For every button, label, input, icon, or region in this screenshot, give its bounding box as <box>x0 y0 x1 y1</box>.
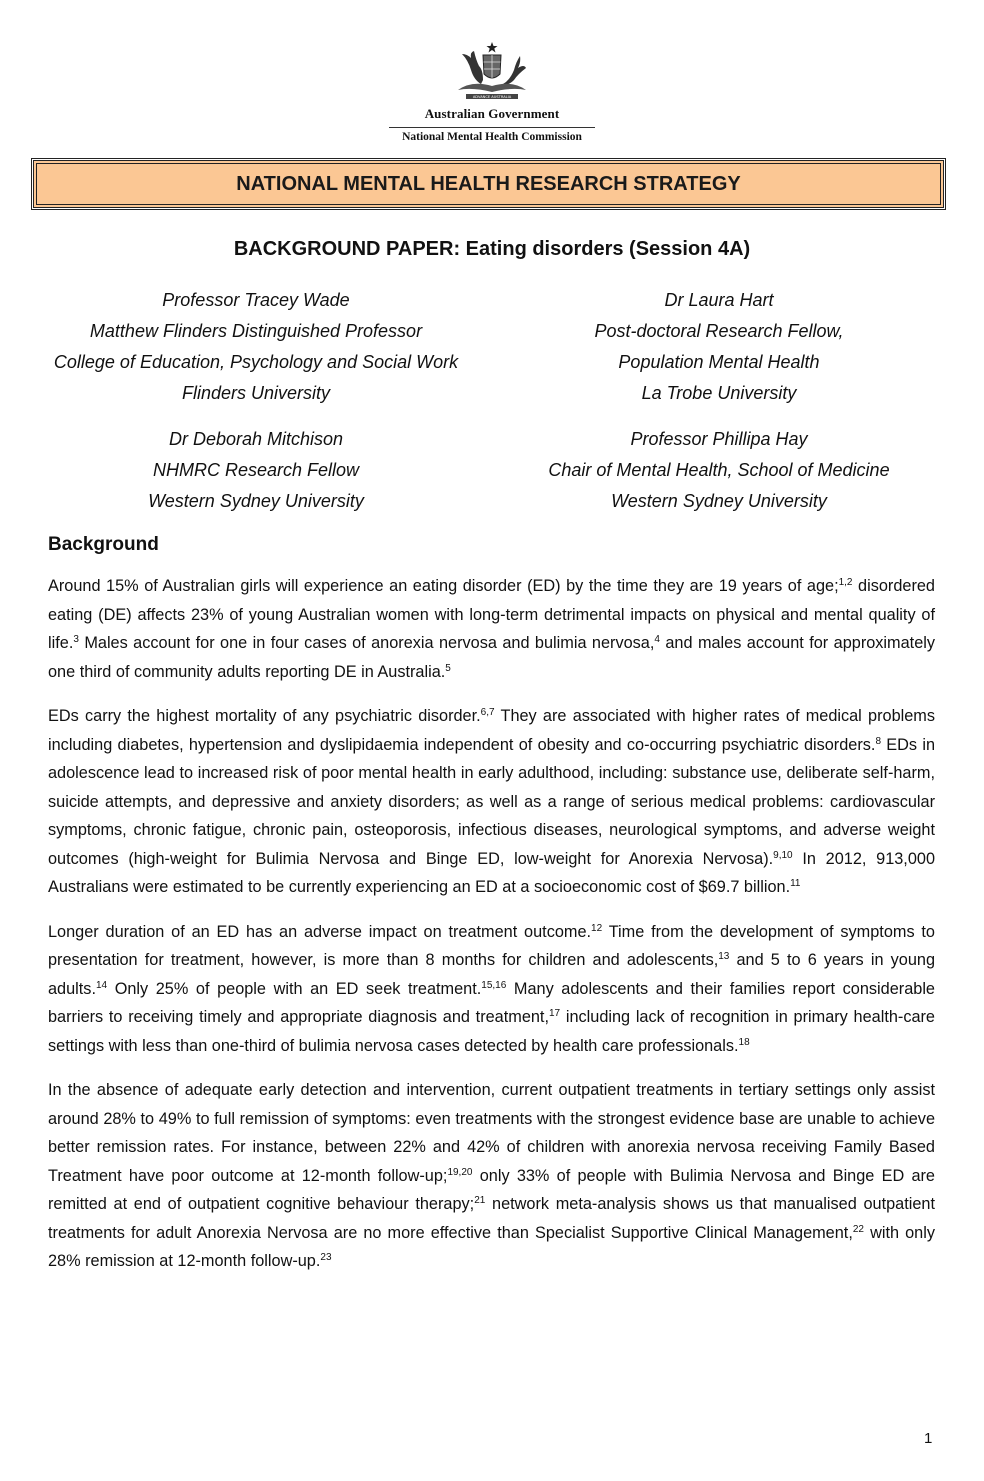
paragraph-text: In the absence of adequate early detection and intervention, current outpatient treatments in tertiary settings only assist around 28% to 49% to full remission of symptoms: even treatments with the strongest evidence base are unable to achieve better remission rates. For instance, between 22% and 42% of children with anorexia nervosa receiving Family Based Treatment have poor outcome at 12-month follow-up; <box>48 1081 935 1185</box>
citation-marker: 13 <box>718 951 730 962</box>
author-name: Professor Tracey Wade <box>162 290 350 310</box>
citation-marker: 14 <box>95 979 108 991</box>
government-name: Australian Government <box>424 106 560 121</box>
author-block-wade <box>30 285 482 409</box>
paragraph-text: Only 25% of people with an ED seek treatment. <box>107 979 482 998</box>
paragraph-text: EDs carry the highest mortality of any psychiatric disorder. <box>48 707 481 725</box>
paragraph <box>48 918 935 1061</box>
section-heading: Background <box>48 534 159 555</box>
paragraph <box>48 1076 935 1276</box>
author-affiliation: Western Sydney University <box>611 491 827 511</box>
author-block-mitchison <box>30 424 482 517</box>
citation-marker: 4 <box>654 634 660 645</box>
citation-marker: 6,7 <box>480 707 495 718</box>
citation-marker: 3 <box>73 634 79 645</box>
svg-text:ADVANCE AUSTRALIA: ADVANCE AUSTRALIA <box>472 95 512 100</box>
citation-marker: 18 <box>738 1036 750 1048</box>
paragraph-text: and 5 to 6 years in young adults. <box>48 951 935 998</box>
citation-marker: 17 <box>548 1008 561 1019</box>
paragraph-text: Males account for one in four cases of anorexia nervosa and bulimia nervosa, <box>78 634 655 652</box>
paper-title: BACKGROUND PAPER: Eating disorders (Session 4A) <box>233 238 751 260</box>
author-block-hart <box>500 285 938 409</box>
paragraph-text: They are associated with higher rates of medical problems including diabetes, hypertension and dyslipidaemia independent of obesity and co-occurring psychiatric disorders. <box>48 707 935 754</box>
background-body <box>48 572 935 1292</box>
citation-marker: 1,2 <box>838 577 853 588</box>
author-title: Chair of Mental Health, School of Medicine <box>548 460 890 480</box>
commission-name: National Mental Health Commission <box>402 131 582 143</box>
citation-marker: 9,10 <box>773 849 793 861</box>
masthead-divider <box>389 127 595 128</box>
citation-marker: 5 <box>445 662 451 674</box>
author-affiliation: Flinders University <box>181 383 331 403</box>
author-name: Dr Laura Hart <box>664 290 774 310</box>
paragraph-text: Around 15% of Australian girls will experience an eating disorder (ED) by the time they are 19 years of age; <box>48 577 839 595</box>
author-title: Matthew Flinders Distinguished Professor <box>89 321 423 341</box>
paragraph-text: only 33% of people with Bulimia Nervosa and Binge ED are remitted at end of outpatient cognitive behaviour therapy; <box>48 1166 935 1213</box>
paragraph-text: including lack of recognition in primary health-care settings with less than one-third of bulimia nervosa cases detected by health care professionals. <box>48 1008 935 1055</box>
citation-marker: 11 <box>790 878 801 889</box>
citation-marker: 12 <box>591 922 603 934</box>
paragraph <box>48 572 935 686</box>
author-block-hay <box>500 424 938 517</box>
coat-of-arms-icon <box>452 40 532 104</box>
author-department: College of Education, Psychology and Social Work <box>53 352 459 372</box>
author-affiliation: Western Sydney University <box>148 491 364 511</box>
author-department: Population Mental Health <box>618 352 820 372</box>
author-title: NHMRC Research Fellow <box>152 460 360 480</box>
paragraph-text: Many adolescents and their families report considerable barriers to receiving timely and appropriate diagnosis and treatment, <box>48 979 935 1026</box>
author-name: Professor Phillipa Hay <box>630 429 808 449</box>
paragraph-text: Longer duration of an ED has an adverse impact on treatment outcome. <box>48 922 592 941</box>
citation-marker: 23 <box>320 1252 332 1263</box>
citation-marker: 21 <box>474 1195 486 1206</box>
citation-marker: 22 <box>852 1223 864 1235</box>
paragraph-text: Time from the development of symptoms to presentation for treatment, however, is more than 8 months for children and adolescents, <box>48 922 935 969</box>
paragraph-text: and males account for approximately one third of community adults reporting DE in Australia. <box>48 634 936 681</box>
author-title: Post-doctoral Research Fellow, <box>594 321 844 341</box>
citation-marker: 15,16 <box>481 979 507 991</box>
paragraph-text: network meta-analysis shows us that manualised outpatient treatments for adult Anorexia Nervosa are no more effective than Specialist Supportive Clinical Management, <box>48 1195 935 1242</box>
citation-marker: 19,20 <box>447 1166 473 1178</box>
paragraph-text: EDs in adolescence lead to increased risk of poor mental health in early adulthood, including: substance use, deliberate self-harm, suicide attempts, and depressive and anxiety disorders; as well as a range of serious medical problems: cardiovascular symptoms, chronic fatigue, chronic pain, osteoporosis, infectious diseases, neurological symptoms, and adverse weight outcomes (high-weight for Bulimia Nervosa and Binge ED, low-weight for Anorexia Nervosa). <box>48 735 935 868</box>
masthead <box>0 40 984 143</box>
strategy-title-banner: NATIONAL MENTAL HEALTH RESEARCH STRATEGY <box>33 160 944 208</box>
author-affiliation: La Trobe University <box>641 383 797 403</box>
paragraph-text: with only 28% remission at 12-month follow-up. <box>48 1223 935 1270</box>
author-name: Dr Deborah Mitchison <box>168 429 344 449</box>
citation-marker: 8 <box>875 735 881 747</box>
paragraph <box>48 702 935 902</box>
paragraph-text: disordered eating (DE) affects 23% of young Australian women with long-term detrimental impacts on physical and mental quality of life. <box>48 577 935 652</box>
paragraph-text: In 2012, 913,000 Australians were estimated to be currently experiencing an ED at a socioeconomic cost of $69.7 billion. <box>48 849 935 896</box>
page-number: 1 <box>924 1430 933 1447</box>
